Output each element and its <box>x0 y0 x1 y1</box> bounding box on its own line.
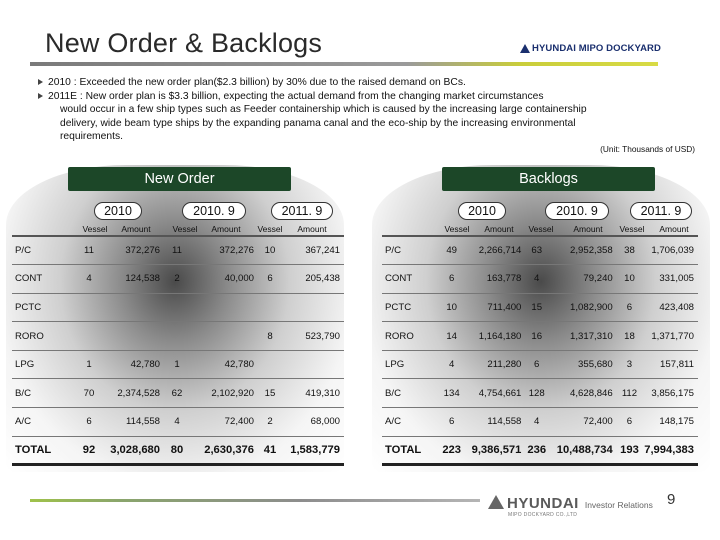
vessel-count-cell: 63 <box>525 236 548 265</box>
table-row <box>12 408 344 437</box>
table-row <box>382 293 698 322</box>
vessel-count-cell: 15 <box>525 293 548 322</box>
amount-cell: 372,276 <box>190 236 258 265</box>
vessel-count-cell: 15 <box>258 379 282 408</box>
total-row <box>382 436 698 465</box>
vessel-count-cell: 2 <box>258 408 282 437</box>
amount-cell: 72,400 <box>190 408 258 437</box>
vessel-count-cell <box>72 322 106 351</box>
vessel-count-cell: 92 <box>72 436 106 465</box>
column-header: Vessel <box>82 224 108 234</box>
vessel-count-cell: 112 <box>617 379 642 408</box>
vessel-count-cell: 1 <box>164 350 190 379</box>
period-label: 2010 <box>458 202 506 220</box>
vessel-count-cell: 6 <box>525 350 548 379</box>
table-row <box>12 236 344 265</box>
amount-cell: 1,082,900 <box>548 293 617 322</box>
amount-cell: 331,005 <box>642 265 698 294</box>
bullet-continuation: delivery, wide beam type ships by the expanding panama canal and the eco-ship by the increasing environmental <box>60 117 576 129</box>
footer-brand: HYUNDAI <box>507 495 579 512</box>
vessel-count-cell: 16 <box>525 322 548 351</box>
amount-cell <box>106 322 164 351</box>
vessel-count-cell: 10 <box>437 293 466 322</box>
vessel-count-cell: 223 <box>437 436 466 465</box>
amount-cell: 42,780 <box>190 350 258 379</box>
row-category: A/C <box>12 408 72 437</box>
vessel-count-cell: 6 <box>617 408 642 437</box>
amount-cell: 124,538 <box>106 265 164 294</box>
row-category: PCTC <box>12 293 72 322</box>
table-row <box>12 322 344 351</box>
amount-cell: 163,778 <box>466 265 525 294</box>
row-category: P/C <box>12 236 72 265</box>
vessel-count-cell: 3 <box>617 350 642 379</box>
hyundai-logo-icon <box>520 44 530 53</box>
vessel-count-cell: 4 <box>72 265 106 294</box>
bullet-continuation: would occur in a few ship types such as Feeder containership which is caused by the increasing large containership <box>60 104 587 116</box>
table-row <box>12 350 344 379</box>
vessel-count-cell: 236 <box>525 436 548 465</box>
row-category: RORO <box>12 322 72 351</box>
amount-cell: 1,371,770 <box>642 322 698 351</box>
vessel-count-cell: 6 <box>617 293 642 322</box>
amount-cell: 7,994,383 <box>642 436 698 465</box>
amount-cell: 355,680 <box>548 350 617 379</box>
footer-divider <box>30 499 480 502</box>
table-row <box>382 379 698 408</box>
vessel-count-cell: 128 <box>525 379 548 408</box>
column-header: Amount <box>484 224 514 234</box>
table-row <box>12 265 344 294</box>
amount-cell: 1,706,039 <box>642 236 698 265</box>
vessel-count-cell: 10 <box>617 265 642 294</box>
amount-cell: 3,856,175 <box>642 379 698 408</box>
vessel-count-cell <box>164 322 190 351</box>
amount-cell: 2,102,920 <box>190 379 258 408</box>
footer-logo <box>488 495 653 518</box>
vessel-count-cell: 6 <box>72 408 106 437</box>
period-label: 2011. 9 <box>271 202 333 220</box>
vessel-count-cell: 134 <box>437 379 466 408</box>
new-order-title: New Order <box>68 167 291 191</box>
vessel-count-cell <box>258 293 282 322</box>
vessel-count-cell: 49 <box>437 236 466 265</box>
table-row <box>382 236 698 265</box>
new-order-table <box>12 235 344 466</box>
row-category: TOTAL <box>382 436 437 465</box>
amount-cell: 1,583,779 <box>282 436 344 465</box>
vessel-count-cell: 38 <box>617 236 642 265</box>
bullet-item <box>38 90 698 144</box>
column-header: Vessel <box>528 224 554 234</box>
amount-cell: 211,280 <box>466 350 525 379</box>
amount-cell <box>282 350 344 379</box>
amount-cell: 40,000 <box>190 265 258 294</box>
table-row <box>382 265 698 294</box>
amount-cell: 114,558 <box>106 408 164 437</box>
amount-cell <box>282 293 344 322</box>
new-order-table-body <box>12 236 344 465</box>
amount-cell: 4,754,661 <box>466 379 525 408</box>
vessel-count-cell: 4 <box>525 408 548 437</box>
vessel-count-cell: 4 <box>437 350 466 379</box>
vessel-count-cell: 4 <box>525 265 548 294</box>
backlogs-table <box>382 235 698 466</box>
column-header: Amount <box>211 224 241 234</box>
row-category: RORO <box>382 322 437 351</box>
vessel-count-cell: 6 <box>437 408 466 437</box>
vessel-count-cell: 6 <box>437 265 466 294</box>
row-category: PCTC <box>382 293 437 322</box>
vessel-count-cell: 70 <box>72 379 106 408</box>
row-category: B/C <box>12 379 72 408</box>
amount-cell: 9,386,571 <box>466 436 525 465</box>
row-category: CONT <box>12 265 72 294</box>
vessel-count-cell: 8 <box>258 322 282 351</box>
bullet-list <box>38 76 698 144</box>
backlogs-title: Backlogs <box>442 167 655 191</box>
amount-cell <box>106 293 164 322</box>
vessel-count-cell: 14 <box>437 322 466 351</box>
row-category: TOTAL <box>12 436 72 465</box>
amount-cell <box>190 293 258 322</box>
column-header: Amount <box>297 224 327 234</box>
bullet-continuation: requirements. <box>60 131 123 143</box>
amount-cell: 2,266,714 <box>466 236 525 265</box>
company-logo-text: HYUNDAI MIPO DOCKYARD <box>532 43 661 54</box>
amount-cell: 1,317,310 <box>548 322 617 351</box>
vessel-count-cell: 4 <box>164 408 190 437</box>
amount-cell: 72,400 <box>548 408 617 437</box>
bullet-item <box>38 76 698 90</box>
amount-cell: 79,240 <box>548 265 617 294</box>
vessel-count-cell: 11 <box>72 236 106 265</box>
title-divider <box>30 62 658 66</box>
amount-cell: 157,811 <box>642 350 698 379</box>
amount-cell: 4,628,846 <box>548 379 617 408</box>
table-row <box>382 408 698 437</box>
row-category: LPG <box>12 350 72 379</box>
amount-cell: 148,175 <box>642 408 698 437</box>
amount-cell: 2,952,358 <box>548 236 617 265</box>
footer-brand-sub: MIPO DOCKYARD CO.,LTD <box>508 512 578 518</box>
vessel-count-cell: 6 <box>258 265 282 294</box>
footer-section: Investor Relations <box>584 500 653 510</box>
vessel-count-cell: 11 <box>164 236 190 265</box>
table-row <box>382 322 698 351</box>
row-category: P/C <box>382 236 437 265</box>
table-row <box>12 379 344 408</box>
vessel-count-cell <box>164 293 190 322</box>
amount-cell: 2,630,376 <box>190 436 258 465</box>
row-category: CONT <box>382 265 437 294</box>
period-label: 2010 <box>94 202 142 220</box>
row-category: A/C <box>382 408 437 437</box>
amount-cell: 3,028,680 <box>106 436 164 465</box>
page-number: 9 <box>667 491 676 508</box>
amount-cell: 419,310 <box>282 379 344 408</box>
row-category: LPG <box>382 350 437 379</box>
amount-cell: 523,790 <box>282 322 344 351</box>
amount-cell <box>190 322 258 351</box>
bullet-text: 2011E : New order plan is $3.3 billion, expecting the actual demand from the changing market circumstances <box>48 90 544 102</box>
total-row <box>12 436 344 465</box>
amount-cell: 205,438 <box>282 265 344 294</box>
period-label: 2010. 9 <box>182 202 246 220</box>
table-row <box>382 350 698 379</box>
vessel-count-cell: 41 <box>258 436 282 465</box>
column-header: Amount <box>121 224 151 234</box>
amount-cell: 68,000 <box>282 408 344 437</box>
vessel-count-cell: 2 <box>164 265 190 294</box>
column-header: Amount <box>659 224 689 234</box>
page-title: New Order & Backlogs <box>45 28 323 58</box>
vessel-count-cell: 18 <box>617 322 642 351</box>
column-header: Vessel <box>257 224 283 234</box>
bullet-text: 2010 : Exceeded the new order plan($2.3 billion) by 30% due to the raised demand on BCs. <box>48 77 466 88</box>
amount-cell: 10,488,734 <box>548 436 617 465</box>
row-category: B/C <box>382 379 437 408</box>
column-header: Vessel <box>172 224 198 234</box>
table-row <box>12 293 344 322</box>
period-label: 2010. 9 <box>545 202 609 220</box>
amount-cell: 114,558 <box>466 408 525 437</box>
vessel-count-cell: 80 <box>164 436 190 465</box>
hyundai-logo-icon <box>488 495 504 509</box>
amount-cell: 423,408 <box>642 293 698 322</box>
amount-cell: 2,374,528 <box>106 379 164 408</box>
unit-note: (Unit: Thousands of USD) <box>600 144 695 154</box>
period-label: 2011. 9 <box>630 202 692 220</box>
vessel-count-cell: 193 <box>617 436 642 465</box>
vessel-count-cell <box>72 293 106 322</box>
amount-cell: 711,400 <box>466 293 525 322</box>
vessel-count-cell: 10 <box>258 236 282 265</box>
column-header: Amount <box>573 224 603 234</box>
vessel-count-cell: 62 <box>164 379 190 408</box>
company-logo <box>520 43 661 54</box>
amount-cell: 1,164,180 <box>466 322 525 351</box>
backlogs-table-body <box>382 236 698 465</box>
amount-cell: 42,780 <box>106 350 164 379</box>
amount-cell: 372,276 <box>106 236 164 265</box>
column-header: Vessel <box>619 224 645 234</box>
vessel-count-cell <box>258 350 282 379</box>
vessel-count-cell: 1 <box>72 350 106 379</box>
amount-cell: 367,241 <box>282 236 344 265</box>
column-header: Vessel <box>444 224 470 234</box>
